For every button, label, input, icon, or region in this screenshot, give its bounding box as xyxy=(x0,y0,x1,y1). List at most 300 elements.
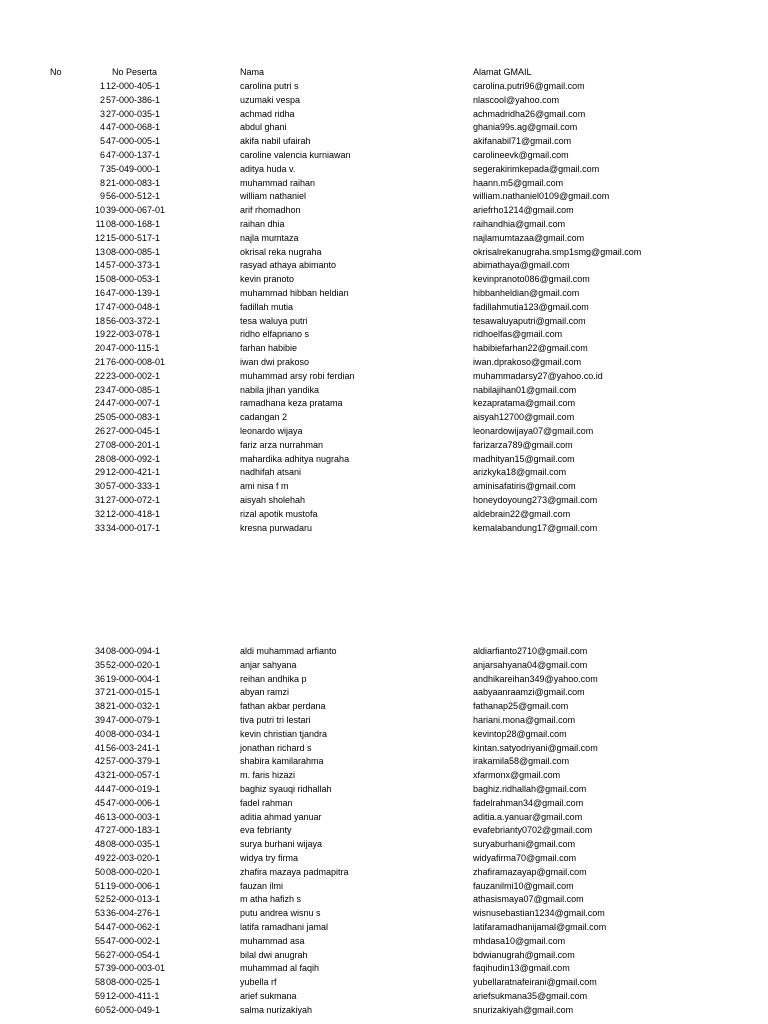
row-no-peserta: 08-000-092-1 xyxy=(106,453,161,464)
row-no-peserta: 36-004-276-1 xyxy=(106,908,161,919)
row-nama: ramadhana keza pratama xyxy=(240,398,343,409)
row-no: 20 xyxy=(94,343,105,354)
row-email: aisyah12700@gmail.com xyxy=(473,412,575,423)
row-email: muhammadarsy27@yahoo.co.id xyxy=(473,370,603,381)
row-no: 60 xyxy=(94,1004,105,1015)
row-email: wisnusebastian1234@gmail.com xyxy=(473,908,605,919)
table-row xyxy=(0,811,768,825)
row-no-peserta: 47-000-068-1 xyxy=(106,122,161,133)
table-row xyxy=(0,356,768,370)
row-no: 43 xyxy=(94,770,105,781)
table-row xyxy=(0,742,768,756)
row-nama: ridho elfapriano s xyxy=(240,329,310,340)
table-row xyxy=(0,494,768,508)
table-row xyxy=(0,1004,768,1018)
table-row xyxy=(0,246,768,260)
row-no: 14 xyxy=(94,260,105,271)
row-nama: kresna purwadaru xyxy=(240,522,313,533)
row-email: kevintop28@gmail.com xyxy=(473,728,567,739)
table-row xyxy=(0,700,768,714)
row-email: widyafirma70@gmail.com xyxy=(473,853,577,863)
row-no-peserta: 27-000-183-1 xyxy=(106,825,161,836)
row-no-peserta: 12-000-411-1 xyxy=(106,991,160,1001)
row-nama: mahardika adhitya nugraha xyxy=(240,453,350,464)
row-nama: raihan dhia xyxy=(240,219,285,229)
row-email: snurizakiyah@gmail.com xyxy=(473,1004,574,1015)
row-nama: fauzan ilmi xyxy=(240,880,284,891)
row-no: 13 xyxy=(94,246,105,257)
row-no-peserta: 23-000-002-1 xyxy=(106,370,161,381)
row-nama: rasyad athaya abimanto xyxy=(240,260,337,271)
row-no-peserta: 13-000-003-1 xyxy=(106,811,161,822)
row-email: baghiz.ridhallah@gmail.com xyxy=(473,784,587,794)
table-row xyxy=(0,508,768,522)
row-no-peserta: 47-000-007-1 xyxy=(106,398,161,409)
row-email: leonardowijaya07@gmail.com xyxy=(473,426,594,436)
row-no: 55 xyxy=(94,935,105,946)
row-no: 19 xyxy=(94,329,105,340)
row-nama: aditia ahmad yanuar xyxy=(240,811,322,822)
table-row xyxy=(0,149,768,163)
table-row xyxy=(0,315,768,329)
row-email: suryaburhani@gmail.com xyxy=(473,839,576,850)
row-no-peserta: 56-000-512-1 xyxy=(106,191,161,202)
row-no: 50 xyxy=(94,866,105,877)
row-email: kemalabandung17@gmail.com xyxy=(473,522,598,533)
row-no-peserta: 12-000-421-1 xyxy=(106,467,161,478)
row-email: fadillahmutia123@gmail.com xyxy=(473,301,589,312)
row-email: andhikareihan349@yahoo.com xyxy=(473,673,598,684)
table-row xyxy=(0,370,768,384)
row-no: 34 xyxy=(94,646,105,656)
row-email: carolineevk@gmail.com xyxy=(473,150,569,160)
row-no: 41 xyxy=(94,742,105,753)
row-no-peserta: 47-000-079-1 xyxy=(106,715,161,725)
table-row xyxy=(0,259,768,273)
row-nama: william nathaniel xyxy=(240,191,307,202)
row-no-peserta: 57-000-373-1 xyxy=(106,260,161,271)
row-no: 54 xyxy=(94,922,105,932)
row-nama: iwan dwi prakoso xyxy=(240,357,310,367)
row-no-peserta: 34-000-017-1 xyxy=(106,522,161,533)
row-nama: m atha hafizh s xyxy=(240,894,302,905)
row-email: yubellaratnafeirani@gmail.com xyxy=(473,977,597,988)
table-row xyxy=(0,921,768,935)
row-nama: latifa ramadhani jamal xyxy=(240,922,329,932)
row-no-peserta: 47-000-019-1 xyxy=(106,784,161,794)
row-no-peserta: 08-000-168-1 xyxy=(106,219,161,229)
table-row xyxy=(0,714,768,728)
row-no-peserta: 27-000-072-1 xyxy=(106,495,161,505)
row-email: kevinpranoto086@gmail.com xyxy=(473,274,590,285)
row-no: 15 xyxy=(94,274,105,285)
row-no: 45 xyxy=(94,797,105,808)
row-no: 3 xyxy=(99,108,105,119)
row-email: evafebrianty0702@gmail.com xyxy=(473,825,593,836)
table-row xyxy=(0,204,768,218)
row-no: 39 xyxy=(94,715,105,725)
row-email: tesawaluyaputri@gmail.com xyxy=(473,315,586,326)
row-no-peserta: 19-000-006-1 xyxy=(106,880,161,891)
row-email: achmadridha26@gmail.com xyxy=(473,108,586,119)
row-no: 18 xyxy=(94,315,105,326)
table-row xyxy=(0,135,768,149)
row-nama: caroline valencia kurniawan xyxy=(240,150,351,160)
table-row xyxy=(0,218,768,232)
row-no: 7 xyxy=(99,163,105,174)
row-no-peserta: 21-000-032-1 xyxy=(106,701,161,712)
row-email: kezapratama@gmail.com xyxy=(473,398,576,409)
row-no: 11 xyxy=(95,219,105,229)
header-nama: Nama xyxy=(240,67,265,77)
row-nama: farhan habibie xyxy=(240,343,298,354)
row-no-peserta: 47-000-085-1 xyxy=(106,384,161,395)
row-no-peserta: 52-000-049-1 xyxy=(106,1004,161,1015)
row-nama: leonardo wijaya xyxy=(240,426,303,436)
row-nama: zhafira mazaya padmapitra xyxy=(240,866,349,877)
table-row xyxy=(0,480,768,494)
row-no-peserta: 47-000-115-1 xyxy=(106,343,160,354)
row-no-peserta: 08-000-025-1 xyxy=(106,977,161,988)
row-nama: carolina putri s xyxy=(240,81,299,91)
row-no-peserta: 47-000-006-1 xyxy=(106,797,161,808)
row-email: athasismaya07@gmail.com xyxy=(473,894,584,905)
table-row xyxy=(0,949,768,963)
row-no-peserta: 27-000-045-1 xyxy=(106,426,161,436)
row-email: honeydoyoung273@gmail.com xyxy=(473,495,598,505)
row-nama: fariz arza nurrahman xyxy=(240,439,324,450)
row-no: 6 xyxy=(99,150,105,160)
row-email: hibbanheldian@gmail.com xyxy=(473,288,580,298)
row-email: aldebrain22@gmail.com xyxy=(473,508,571,519)
row-nama: fadillah mutia xyxy=(240,301,294,312)
row-no: 48 xyxy=(94,839,105,850)
row-email: segerakirimkepada@gmail.com xyxy=(473,163,600,174)
header-row xyxy=(0,66,768,80)
table-row xyxy=(0,411,768,425)
table-row xyxy=(0,466,768,480)
row-no-peserta: 27-000-035-1 xyxy=(106,108,161,119)
row-no: 21 xyxy=(94,357,105,367)
table-row xyxy=(0,190,768,204)
row-nama: anjar sahyana xyxy=(240,659,297,670)
row-nama: baghiz syauqi ridhallah xyxy=(240,784,332,794)
row-email: xfarmonx@gmail.com xyxy=(473,770,561,781)
row-nama: ami nisa f m xyxy=(240,481,289,492)
table-row xyxy=(0,94,768,108)
row-nama: najla mumtaza xyxy=(240,232,299,243)
row-nama: nabila jihan yandika xyxy=(240,384,320,395)
row-nama: aditya huda v. xyxy=(240,163,296,174)
row-email: anjarsahyana04@gmail.com xyxy=(473,659,588,670)
row-nama: kevin christian tjandra xyxy=(240,728,328,739)
row-nama: akifa nabil ufairah xyxy=(240,136,311,147)
row-no-peserta: 21-000-015-1 xyxy=(106,687,161,698)
table-row xyxy=(0,866,768,880)
row-nama: bilal dwi anugrah xyxy=(240,949,308,960)
row-no-peserta: 57-000-379-1 xyxy=(106,756,161,767)
row-no-peserta: 12-000-405-1 xyxy=(106,81,161,91)
row-nama: uzumaki vespa xyxy=(240,94,301,105)
table-row xyxy=(0,962,768,976)
row-no: 29 xyxy=(94,467,105,478)
row-email: nlascool@yahoo.com xyxy=(473,94,560,105)
row-nama: abyan ramzi xyxy=(240,687,290,698)
row-nama: eva febrianty xyxy=(240,825,292,836)
row-no-peserta: 39-000-067-01 xyxy=(106,205,166,216)
row-no: 2 xyxy=(99,94,105,105)
row-no-peserta: 15-000-517-1 xyxy=(106,232,161,243)
table-row xyxy=(0,522,768,536)
row-no-peserta: 08-000-053-1 xyxy=(106,274,161,285)
row-no-peserta: 08-000-201-1 xyxy=(106,439,161,450)
row-no-peserta: 56-003-241-1 xyxy=(106,742,161,753)
row-email: ghania99s.ag@gmail.com xyxy=(473,122,578,133)
table-row xyxy=(0,755,768,769)
row-no: 40 xyxy=(94,728,105,739)
row-no: 31 xyxy=(94,495,105,505)
row-email: kintan.satyodriyani@gmail.com xyxy=(473,742,598,753)
row-nama: surya burhani wijaya xyxy=(240,839,323,850)
row-nama: tesa waluya putri xyxy=(240,315,308,326)
table-row xyxy=(0,453,768,467)
row-no: 49 xyxy=(94,853,105,863)
row-no: 5 xyxy=(99,136,105,147)
row-no: 4 xyxy=(99,122,105,133)
row-no: 37 xyxy=(94,687,105,698)
row-no: 1 xyxy=(99,81,105,91)
row-email: fathanap25@gmail.com xyxy=(473,701,569,712)
row-no: 56 xyxy=(94,949,105,960)
row-no: 26 xyxy=(94,426,105,436)
row-nama: jonathan richard s xyxy=(240,742,312,753)
row-no: 52 xyxy=(94,894,105,905)
row-nama: fadel rahman xyxy=(240,797,293,808)
table-row xyxy=(0,108,768,122)
row-no-peserta: 47-000-005-1 xyxy=(106,136,161,147)
row-no: 38 xyxy=(94,701,105,712)
row-email: arizkyka18@gmail.com xyxy=(473,467,567,478)
row-email: carolina.putri96@gmail.com xyxy=(473,81,585,91)
row-nama: achmad ridha xyxy=(240,108,295,119)
row-nama: yubella rf xyxy=(240,977,277,988)
row-email: farizarza789@gmail.com xyxy=(473,439,573,450)
row-no-peserta: 76-000-008-01 xyxy=(106,357,166,367)
row-email: latifaramadhanijamal@gmail.com xyxy=(473,922,607,932)
table-row xyxy=(0,301,768,315)
row-no: 53 xyxy=(94,908,105,919)
row-nama: nadhifah atsani xyxy=(240,467,302,478)
row-no-peserta: 56-003-372-1 xyxy=(106,315,161,326)
row-email: aminisafatiris@gmail.com xyxy=(473,481,576,492)
row-email: aabyaanraamzi@gmail.com xyxy=(473,687,585,698)
row-email: bdwianugrah@gmail.com xyxy=(473,949,575,960)
header-no: No xyxy=(50,67,62,77)
row-no-peserta: 05-000-083-1 xyxy=(106,412,161,423)
table-row xyxy=(0,659,768,673)
row-nama: muhammad asa xyxy=(240,935,305,946)
table-row xyxy=(0,893,768,907)
row-no: 33 xyxy=(94,522,105,533)
row-no-peserta: 35-049-000-1 xyxy=(106,163,161,174)
row-no: 57 xyxy=(94,963,105,974)
row-no: 25 xyxy=(94,412,105,423)
row-nama: kevin pranoto xyxy=(240,274,295,285)
row-email: akifanabil71@gmail.com xyxy=(473,136,572,147)
row-email: najlamumtazaa@gmail.com xyxy=(473,232,585,243)
row-nama: shabira kamilarahma xyxy=(240,756,324,767)
row-no-peserta: 08-000-020-1 xyxy=(106,866,161,877)
table-row xyxy=(0,769,768,783)
row-nama: fathan akbar perdana xyxy=(240,701,326,712)
row-no: 22 xyxy=(94,370,105,381)
table-row xyxy=(0,273,768,287)
row-nama: abdul ghani xyxy=(240,122,287,133)
header-no-peserta: No Peserta xyxy=(112,67,158,77)
row-no-peserta: 47-000-137-1 xyxy=(106,150,161,160)
header-alamat-gmail: Alamat GMAIL xyxy=(473,67,532,77)
table-row xyxy=(0,80,768,94)
row-email: irakamila58@gmail.com xyxy=(473,756,570,767)
row-no: 32 xyxy=(94,508,105,519)
row-nama: widya try firma xyxy=(240,853,299,863)
row-nama: tiva putri tri lestari xyxy=(240,715,311,725)
row-no: 59 xyxy=(94,991,105,1001)
row-nama: muhammad hibban heldian xyxy=(240,288,349,298)
table-row xyxy=(0,728,768,742)
row-no-peserta: 57-000-386-1 xyxy=(106,94,161,105)
row-no-peserta: 27-000-054-1 xyxy=(106,949,161,960)
row-no: 23 xyxy=(94,384,105,395)
row-nama: arief sukmana xyxy=(240,991,297,1001)
table-row xyxy=(0,686,768,700)
row-nama: muhammad al faqih xyxy=(240,963,320,974)
row-no: 42 xyxy=(94,756,105,767)
row-no: 35 xyxy=(94,659,105,670)
row-no: 8 xyxy=(99,177,105,188)
row-email: mhdasa10@gmail.com xyxy=(473,935,566,946)
table-row xyxy=(0,797,768,811)
row-nama: okrisal reka nugraha xyxy=(240,246,322,257)
row-no: 36 xyxy=(94,673,105,684)
row-email: abimathaya@gmail.com xyxy=(473,260,570,271)
row-no: 47 xyxy=(94,825,105,836)
row-no: 10 xyxy=(94,205,105,216)
row-nama: cadangan 2 xyxy=(240,412,288,423)
row-nama: reihan andhika p xyxy=(240,673,307,684)
row-no-peserta: 47-000-139-1 xyxy=(106,288,161,298)
row-nama: m. faris hizazi xyxy=(240,770,296,781)
row-no-peserta: 21-000-083-1 xyxy=(106,177,161,188)
row-no: 28 xyxy=(94,453,105,464)
table-row xyxy=(0,907,768,921)
table-row xyxy=(0,783,768,797)
row-nama: aldi muhammad arfianto xyxy=(240,646,337,656)
row-email: haann.m5@gmail.com xyxy=(473,177,564,188)
row-no-peserta: 47-000-062-1 xyxy=(106,922,161,932)
row-no-peserta: 22-003-020-1 xyxy=(106,853,161,863)
table-row xyxy=(0,163,768,177)
row-no-peserta: 52-000-013-1 xyxy=(106,894,161,905)
row-no-peserta: 57-000-333-1 xyxy=(106,481,161,492)
row-email: okrisalrekanugraha.smp1smg@gmail.com xyxy=(473,246,642,257)
row-no-peserta: 21-000-057-1 xyxy=(106,770,161,781)
row-email: ridhoelfas@gmail.com xyxy=(473,329,563,340)
row-no: 51 xyxy=(94,880,105,891)
row-email: fadelrahman34@gmail.com xyxy=(473,797,584,808)
table-row xyxy=(0,990,768,1004)
row-email: william.nathaniel0109@gmail.com xyxy=(473,191,610,202)
row-no-peserta: 19-000-004-1 xyxy=(106,673,161,684)
row-email: fauzanilmi10@gmail.com xyxy=(473,880,574,891)
row-no: 27 xyxy=(94,439,105,450)
table-row xyxy=(0,232,768,246)
row-no-peserta: 08-000-094-1 xyxy=(106,646,161,656)
table-row xyxy=(0,852,768,866)
row-nama: muhammad raihan xyxy=(240,177,316,188)
row-no: 30 xyxy=(94,481,105,492)
row-no-peserta: 52-000-020-1 xyxy=(106,659,161,670)
row-no: 12 xyxy=(94,232,105,243)
row-email: madhityan15@gmail.com xyxy=(473,453,575,464)
table-row xyxy=(0,645,768,659)
row-no: 16 xyxy=(94,288,105,298)
row-no-peserta: 22-003-078-1 xyxy=(106,329,161,340)
row-nama: rizal apotik mustofa xyxy=(240,508,318,519)
row-email: raihandhia@gmail.com xyxy=(473,219,566,229)
table-row xyxy=(0,287,768,301)
table-row xyxy=(0,177,768,191)
row-email: aditia.a.yanuar@gmail.com xyxy=(473,811,583,822)
row-email: aldiarfianto2710@gmail.com xyxy=(473,646,588,656)
row-nama: arif rhomadhon xyxy=(240,205,301,216)
row-email: nabilajihan01@gmail.com xyxy=(473,384,577,395)
row-email: iwan.dprakoso@gmail.com xyxy=(473,357,582,367)
row-no: 58 xyxy=(94,977,105,988)
table-row xyxy=(0,935,768,949)
row-no: 24 xyxy=(94,398,105,409)
table-row xyxy=(0,342,768,356)
table-row xyxy=(0,397,768,411)
table-row xyxy=(0,121,768,135)
row-email: zhafiramazayap@gmail.com xyxy=(473,866,587,877)
table-row xyxy=(0,824,768,838)
table-row xyxy=(0,328,768,342)
row-no-peserta: 39-000-003-01 xyxy=(106,963,166,974)
row-no-peserta: 08-000-085-1 xyxy=(106,246,161,257)
row-email: habibiefarhan22@gmail.com xyxy=(473,343,588,354)
table-row xyxy=(0,673,768,687)
row-no: 44 xyxy=(94,784,105,794)
row-email: ariefsukmana35@gmail.com xyxy=(473,991,588,1001)
row-no: 17 xyxy=(94,301,105,312)
row-no: 9 xyxy=(99,191,105,202)
table-row xyxy=(0,425,768,439)
row-nama: salma nurizakiyah xyxy=(240,1004,313,1015)
row-email: hariani.mona@gmail.com xyxy=(473,715,576,725)
table-row xyxy=(0,976,768,990)
row-no-peserta: 08-000-034-1 xyxy=(106,728,161,739)
row-no-peserta: 47-000-002-1 xyxy=(106,935,161,946)
row-no: 46 xyxy=(94,811,105,822)
row-no-peserta: 47-000-048-1 xyxy=(106,301,161,312)
row-nama: muhammad arsy robi ferdian xyxy=(240,370,355,381)
table-row xyxy=(0,384,768,398)
row-no-peserta: 12-000-418-1 xyxy=(106,508,161,519)
row-nama: putu andrea wisnu s xyxy=(240,908,321,919)
table-row xyxy=(0,439,768,453)
row-email: faqihudin13@gmail.com xyxy=(473,963,570,974)
